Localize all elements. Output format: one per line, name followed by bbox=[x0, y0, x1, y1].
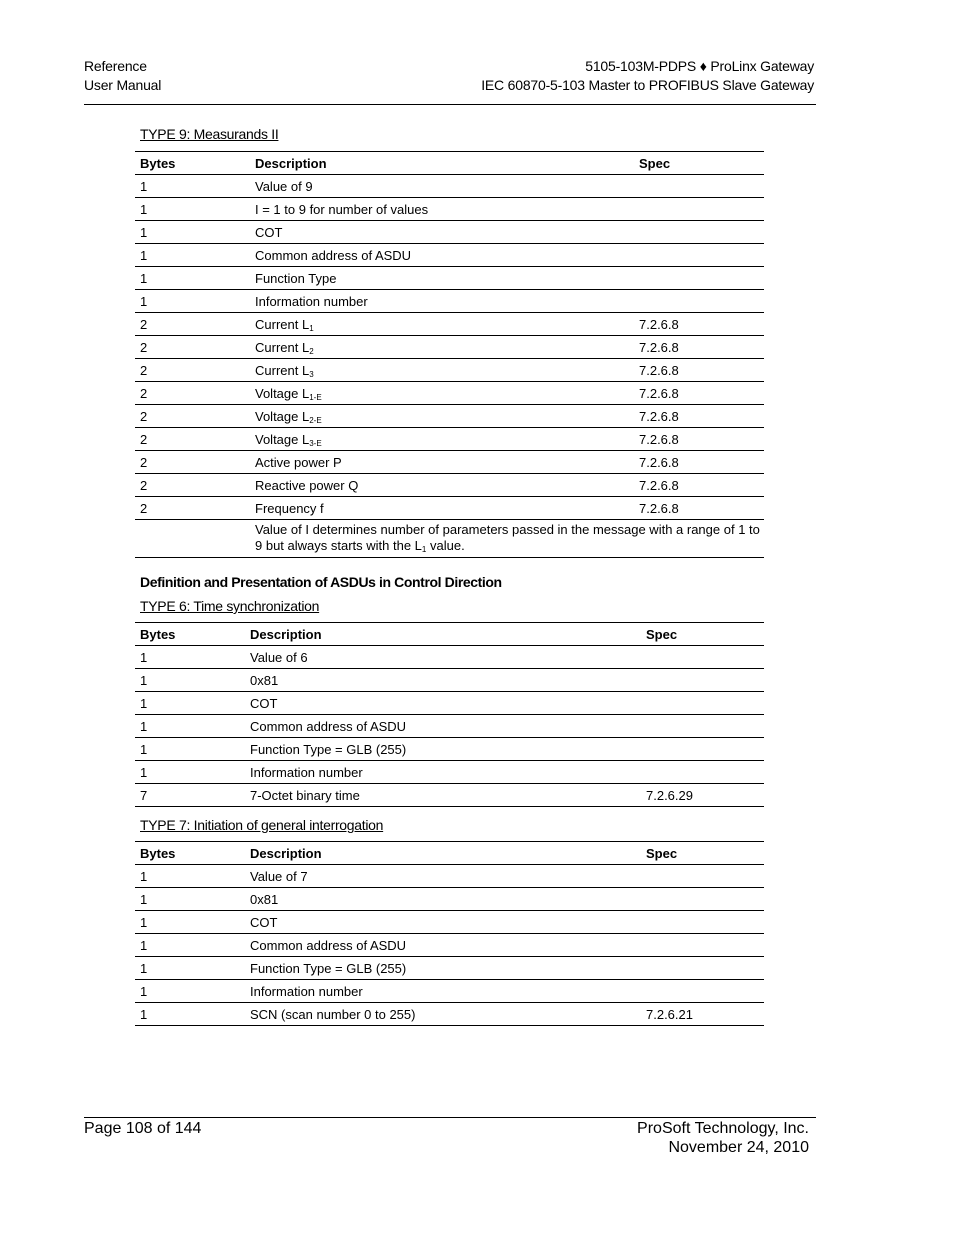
cell-bytes: 2 bbox=[135, 359, 250, 382]
description-text: Voltage L bbox=[255, 385, 310, 401]
description-text: Value of 9 bbox=[255, 178, 313, 194]
cell-spec: 7.2.6.8 bbox=[634, 359, 764, 382]
header-right bbox=[481, 57, 814, 95]
cell-spec: 7.2.6.21 bbox=[641, 1003, 764, 1026]
type7-table bbox=[135, 841, 764, 1026]
table-header-row bbox=[135, 152, 764, 175]
cell-spec bbox=[634, 198, 764, 221]
type9-caption: TYPE 9: Measurands II bbox=[140, 126, 279, 142]
publish-date: November 24, 2010 bbox=[668, 1139, 809, 1156]
cell-spec bbox=[641, 957, 764, 980]
column-header-description: Description bbox=[245, 623, 641, 646]
cell-description bbox=[245, 957, 641, 980]
cell-spec bbox=[641, 715, 764, 738]
cell-description bbox=[250, 221, 634, 244]
cell-description bbox=[250, 359, 634, 382]
cell-description bbox=[245, 761, 641, 784]
cell-description bbox=[245, 784, 641, 807]
table-row bbox=[135, 451, 764, 474]
table-row bbox=[135, 359, 764, 382]
table-row bbox=[135, 761, 764, 784]
table-header-row bbox=[135, 842, 764, 865]
table-row bbox=[135, 888, 764, 911]
table-row bbox=[135, 692, 764, 715]
column-header-bytes: Bytes bbox=[135, 152, 250, 175]
cell-spec: 7.2.6.8 bbox=[634, 382, 764, 405]
header-section: Reference bbox=[84, 58, 147, 74]
cell-bytes: 1 bbox=[135, 934, 245, 957]
cell-bytes: 2 bbox=[135, 474, 250, 497]
column-header-spec: Spec bbox=[641, 842, 764, 865]
cell-spec bbox=[641, 911, 764, 934]
table-row bbox=[135, 198, 764, 221]
description-text: 0x81 bbox=[250, 891, 279, 907]
description-text: I = 1 to 9 for number of values bbox=[255, 201, 429, 217]
cell-spec bbox=[634, 267, 764, 290]
cell-bytes: 1 bbox=[135, 911, 245, 934]
description-text: Information number bbox=[250, 983, 363, 999]
description-text: Information number bbox=[250, 764, 363, 780]
description-text: 7-Octet binary time bbox=[250, 787, 360, 803]
cell-bytes: 1 bbox=[135, 715, 245, 738]
footer-divider bbox=[84, 1117, 816, 1118]
description-text: Current L bbox=[255, 362, 310, 378]
description-text: COT bbox=[250, 695, 278, 711]
description-subscript: 1-E bbox=[309, 392, 322, 402]
cell-description bbox=[245, 934, 641, 957]
cell-bytes: 2 bbox=[135, 405, 250, 428]
column-header-description: Description bbox=[245, 842, 641, 865]
cell-spec bbox=[641, 980, 764, 1003]
type9-table bbox=[135, 151, 764, 558]
description-text: Common address of ASDU bbox=[255, 247, 412, 263]
table-row bbox=[135, 221, 764, 244]
header-divider bbox=[84, 104, 816, 105]
description-text: Information number bbox=[255, 293, 368, 309]
cell-description bbox=[245, 738, 641, 761]
cell-bytes: 2 bbox=[135, 336, 250, 359]
table-row bbox=[135, 428, 764, 451]
cell-spec bbox=[641, 692, 764, 715]
cell-description bbox=[250, 474, 634, 497]
description-subscript: 2 bbox=[309, 346, 314, 356]
table-row bbox=[135, 267, 764, 290]
cell-bytes: 1 bbox=[135, 1003, 245, 1026]
table-row bbox=[135, 646, 764, 669]
cell-bytes: 1 bbox=[135, 267, 250, 290]
cell-description bbox=[245, 1003, 641, 1026]
table-row bbox=[135, 957, 764, 980]
header-product: 5105-103M-PDPS ♦ ProLinx Gateway bbox=[585, 58, 814, 74]
cell-spec: 7.2.6.29 bbox=[641, 784, 764, 807]
cell-description bbox=[245, 888, 641, 911]
note-text: Value of I determines number of parameters passed in the message with a range of 1 to 9 but always starts with the L bbox=[255, 522, 760, 553]
cell-bytes: 2 bbox=[135, 451, 250, 474]
cell-spec: 7.2.6.8 bbox=[634, 474, 764, 497]
column-header-spec: Spec bbox=[634, 152, 764, 175]
cell-description bbox=[250, 428, 634, 451]
description-text: Function Type = GLB (255) bbox=[250, 741, 407, 757]
table-row bbox=[135, 784, 764, 807]
type9-note bbox=[250, 520, 764, 558]
description-text: COT bbox=[255, 224, 283, 240]
description-text: Function Type bbox=[255, 270, 337, 286]
description-text: Common address of ASDU bbox=[250, 718, 407, 734]
description-subscript: 3 bbox=[309, 369, 314, 379]
footer-left bbox=[84, 1119, 201, 1138]
description-text: Frequency f bbox=[255, 500, 324, 516]
description-text: Voltage L bbox=[255, 408, 310, 424]
table-row bbox=[135, 715, 764, 738]
company-name: ProSoft Technology, Inc. bbox=[637, 1120, 809, 1137]
cell-bytes: 2 bbox=[135, 313, 250, 336]
table-header-row bbox=[135, 623, 764, 646]
cell-bytes: 1 bbox=[135, 888, 245, 911]
cell-spec: 7.2.6.8 bbox=[634, 428, 764, 451]
cell-description bbox=[250, 405, 634, 428]
table-row bbox=[135, 669, 764, 692]
cell-description bbox=[245, 911, 641, 934]
cell-description bbox=[245, 669, 641, 692]
cell-description bbox=[250, 290, 634, 313]
table-row bbox=[135, 474, 764, 497]
cell-description bbox=[245, 980, 641, 1003]
table-row bbox=[135, 865, 764, 888]
cell-bytes: 2 bbox=[135, 497, 250, 520]
cell-bytes: 1 bbox=[135, 957, 245, 980]
description-text: COT bbox=[250, 914, 278, 930]
cell-description bbox=[250, 198, 634, 221]
column-header-spec: Spec bbox=[641, 623, 764, 646]
description-text: Value of 7 bbox=[250, 868, 308, 884]
column-header-description: Description bbox=[250, 152, 634, 175]
cell-description bbox=[245, 865, 641, 888]
cell-spec bbox=[641, 865, 764, 888]
cell-description bbox=[250, 313, 634, 336]
note-subscript: 1 bbox=[421, 545, 427, 554]
cell-spec bbox=[634, 221, 764, 244]
type6-caption: TYPE 6: Time synchronization bbox=[140, 598, 320, 614]
table-note-row bbox=[135, 520, 764, 558]
cell-bytes: 1 bbox=[135, 865, 245, 888]
cell-bytes-empty bbox=[135, 520, 250, 558]
cell-spec bbox=[641, 761, 764, 784]
type6-table bbox=[135, 622, 764, 807]
description-text: Active power P bbox=[255, 454, 342, 470]
description-text: Current L bbox=[255, 339, 310, 355]
section-heading: Definition and Presentation of ASDUs in Control Direction bbox=[140, 574, 502, 590]
header-product-desc: IEC 60870-5-103 Master to PROFIBUS Slave Gateway bbox=[481, 77, 814, 93]
cell-spec bbox=[641, 738, 764, 761]
cell-bytes: 1 bbox=[135, 221, 250, 244]
cell-bytes: 1 bbox=[135, 761, 245, 784]
cell-description bbox=[250, 175, 634, 198]
cell-spec: 7.2.6.8 bbox=[634, 313, 764, 336]
table-row bbox=[135, 382, 764, 405]
table-row bbox=[135, 313, 764, 336]
table-row bbox=[135, 244, 764, 267]
cell-bytes: 7 bbox=[135, 784, 245, 807]
description-subscript: 2-E bbox=[309, 415, 322, 425]
cell-description bbox=[245, 692, 641, 715]
cell-spec: 7.2.6.8 bbox=[634, 405, 764, 428]
table-row bbox=[135, 290, 764, 313]
cell-bytes: 1 bbox=[135, 290, 250, 313]
table-row bbox=[135, 1003, 764, 1026]
cell-spec bbox=[641, 888, 764, 911]
cell-spec bbox=[634, 244, 764, 267]
cell-description bbox=[245, 715, 641, 738]
description-text: Function Type = GLB (255) bbox=[250, 960, 407, 976]
cell-spec bbox=[634, 290, 764, 313]
cell-description bbox=[250, 336, 634, 359]
table-row bbox=[135, 497, 764, 520]
cell-description bbox=[250, 382, 634, 405]
description-text: SCN (scan number 0 to 255) bbox=[250, 1006, 416, 1022]
cell-spec bbox=[641, 646, 764, 669]
cell-bytes: 1 bbox=[135, 738, 245, 761]
cell-bytes: 1 bbox=[135, 244, 250, 267]
cell-spec bbox=[641, 934, 764, 957]
cell-bytes: 2 bbox=[135, 428, 250, 451]
table-row bbox=[135, 738, 764, 761]
header-left bbox=[84, 57, 161, 95]
column-header-bytes: Bytes bbox=[135, 623, 245, 646]
description-text: Current L bbox=[255, 316, 310, 332]
description-text: Voltage L bbox=[255, 431, 310, 447]
cell-description bbox=[245, 646, 641, 669]
description-subscript: 1 bbox=[309, 323, 314, 333]
cell-bytes: 1 bbox=[135, 175, 250, 198]
cell-bytes: 1 bbox=[135, 669, 245, 692]
cell-spec: 7.2.6.8 bbox=[634, 336, 764, 359]
table-row bbox=[135, 175, 764, 198]
table-row bbox=[135, 336, 764, 359]
description-text: Reactive power Q bbox=[255, 477, 359, 493]
cell-bytes: 1 bbox=[135, 692, 245, 715]
description-text: Common address of ASDU bbox=[250, 937, 407, 953]
table-row bbox=[135, 980, 764, 1003]
cell-description bbox=[250, 244, 634, 267]
cell-description bbox=[250, 267, 634, 290]
cell-spec: 7.2.6.8 bbox=[634, 497, 764, 520]
page-number: Page 108 of 144 bbox=[84, 1120, 202, 1137]
cell-spec bbox=[641, 669, 764, 692]
column-header-bytes: Bytes bbox=[135, 842, 245, 865]
description-text: Value of 6 bbox=[250, 649, 308, 665]
cell-spec bbox=[634, 175, 764, 198]
cell-bytes: 2 bbox=[135, 382, 250, 405]
note-text-end: value. bbox=[426, 538, 465, 553]
cell-bytes: 1 bbox=[135, 646, 245, 669]
header-manual: User Manual bbox=[84, 77, 162, 93]
cell-description bbox=[250, 451, 634, 474]
cell-bytes: 1 bbox=[135, 980, 245, 1003]
type7-caption: TYPE 7: Initiation of general interrogation bbox=[140, 817, 384, 833]
cell-spec: 7.2.6.8 bbox=[634, 451, 764, 474]
description-subscript: 3-E bbox=[309, 438, 322, 448]
table-row bbox=[135, 934, 764, 957]
table-row bbox=[135, 405, 764, 428]
footer-right bbox=[637, 1119, 809, 1157]
table-row bbox=[135, 911, 764, 934]
cell-bytes: 1 bbox=[135, 198, 250, 221]
cell-description bbox=[250, 497, 634, 520]
description-text: 0x81 bbox=[250, 672, 279, 688]
